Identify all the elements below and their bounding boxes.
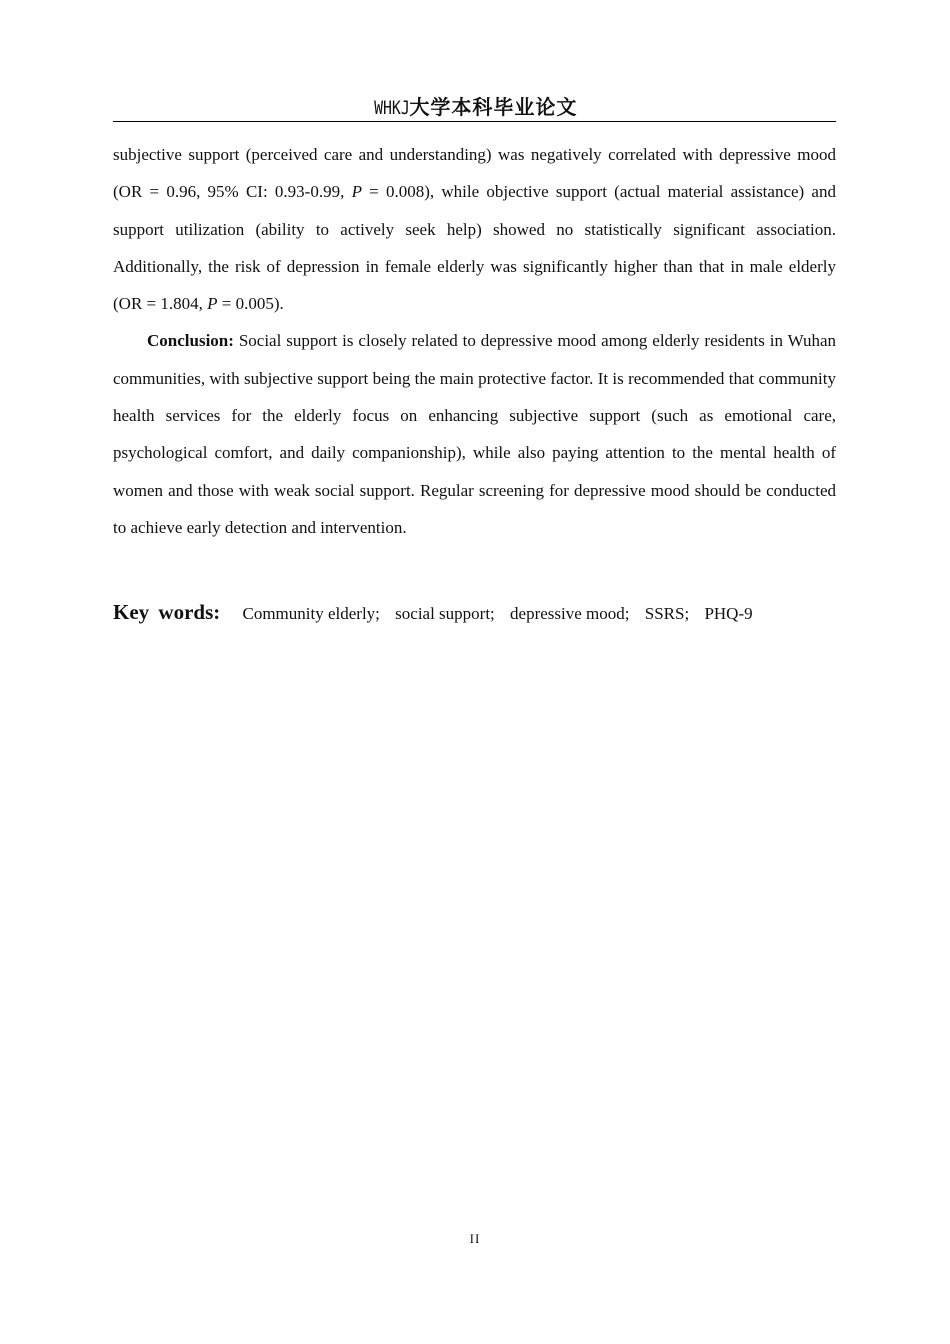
keyword-item: SSRS;	[644, 604, 690, 623]
header-latin: WHKJ	[373, 97, 410, 119]
header-cjk: 大学本科毕业论文	[409, 95, 578, 119]
conclusion-label: Conclusion:	[147, 331, 234, 351]
abstract-body	[113, 136, 836, 546]
results-text-3: = 0.005).	[217, 294, 284, 314]
page-header	[113, 94, 836, 122]
keyword-item: PHQ-9	[704, 604, 753, 623]
conclusion-text: Social support is closely related to depressive mood among elderly residents in Wuhan communities, with subjective support being the main protective factor. It is recommended that community health services for the elderly focus on enhancing subjective support (such as emotional care, psychological comfort, and daily companionship), while also paying attention to the mental health of women and those with weak social support. Regular screening for depressive mood should be conducted to achieve early detection and intervention.	[113, 331, 836, 537]
results-text-1: subjective support (perceived care and understanding) was negatively correlated with depressive mood (OR = 0.96, 95% CI: 0.93-0.99,	[113, 145, 836, 202]
p-value-symbol: P	[351, 182, 362, 202]
keyword-item: social support;	[395, 604, 495, 623]
results-text-2: = 0.008), while objective support (actual material assistance) and support utilization (ability to actively seek help) showed no statistically significant association. Additionally, the risk of depression in female elderly was significantly higher than that in male elderly (OR = 1.804,	[113, 182, 836, 314]
conclusion-paragraph	[113, 322, 836, 546]
keyword-item: Community elderly;	[242, 604, 380, 623]
keywords-label: Key words:	[113, 600, 221, 624]
p-value-symbol-2: P	[207, 294, 218, 314]
header-title	[372, 94, 578, 121]
results-paragraph	[113, 136, 836, 322]
keywords-line	[113, 596, 836, 630]
page-number: II	[469, 1231, 481, 1246]
keyword-item: depressive mood;	[510, 604, 630, 623]
